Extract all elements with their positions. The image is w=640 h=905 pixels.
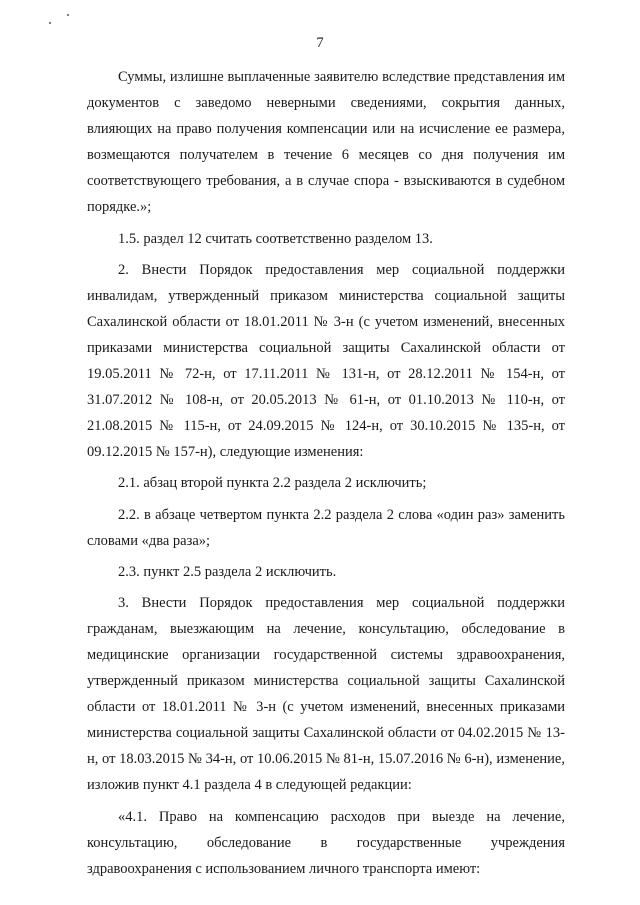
paragraph-item-2-1: 2.1. абзац второй пункта 2.2 раздела 2 исключить; [118, 475, 427, 492]
paragraph-refund-sums: Суммы, излишне выплаченные заявителю вследствие представления им документов с заведомо неверными сведениями, сокрытия данных, влияющих на право получения компенсации или на исчисление ее размера, возмещаются получателем в течение 6 месяцев со дня получения им соответствующего требования, а в случае спора - взыскиваются в судебном порядке.»; [87, 69, 565, 216]
paragraph-item-3: 3. Внести Порядок предоставления мер социальной поддержки гражданам, выезжающим на лечение, консультацию, обследование в медицинские организации государственной системы здравоохранения, утвержденный приказом министерства социальной защиты Сахалинской области от 18.01.2011 № 3-н (с учетом изменений, внесенных приказами министерства социальной защиты Сахалинской области от 04.02.2015 № 13-н, от 18.03.2015 № 34-н, от 10.06.2015 № 81-н, 15.07.2016 № 6-н), изменение, изложив пункт 4.1 раздела 4 в следующей редакции: [87, 594, 565, 794]
page-number: 7 [316, 35, 324, 51]
scan-speck [49, 22, 51, 24]
document-body [87, 64, 565, 882]
paragraph-item-2-2: 2.2. в абзаце четвертом пункта 2.2 раздела 2 слова «один раз» заменить словами «два раза»; [87, 506, 565, 549]
paragraph-item-1-5: 1.5. раздел 12 считать соответственно разделом 13. [118, 230, 433, 247]
paragraph-item-2: 2. Внести Порядок предоставления мер социальной поддержки инвалидам, утвержденный приказом министерства социальной защиты Сахалинской области от 18.01.2011 № 3-н (с учетом изменений, внесенных приказами министерства социальной защиты Сахалинской области от 19.05.2011 № 72-н, от 17.11.2011 № 131-н, от 28.12.2011 № 154-н, от 31.07.2012 № 108-н, от 20.05.2013 № 61-н, от 01.10.2013 № 110-н, от 21.08.2015 № 115-н, от 24.09.2015 № 124-н, от 30.10.2015 № 135-н, от 09.12.2015 № 157-н), следующие изменения: [87, 261, 565, 461]
paragraph-item-2-3: 2.3. пункт 2.5 раздела 2 исключить. [118, 563, 337, 580]
scan-speck [67, 14, 69, 16]
paragraph-item-4-1: «4.1. Право на компенсацию расходов при выезде на лечение, консультацию, обследование в государственные учреждения здравоохранения с использованием личного транспорта имеют: [87, 808, 565, 877]
